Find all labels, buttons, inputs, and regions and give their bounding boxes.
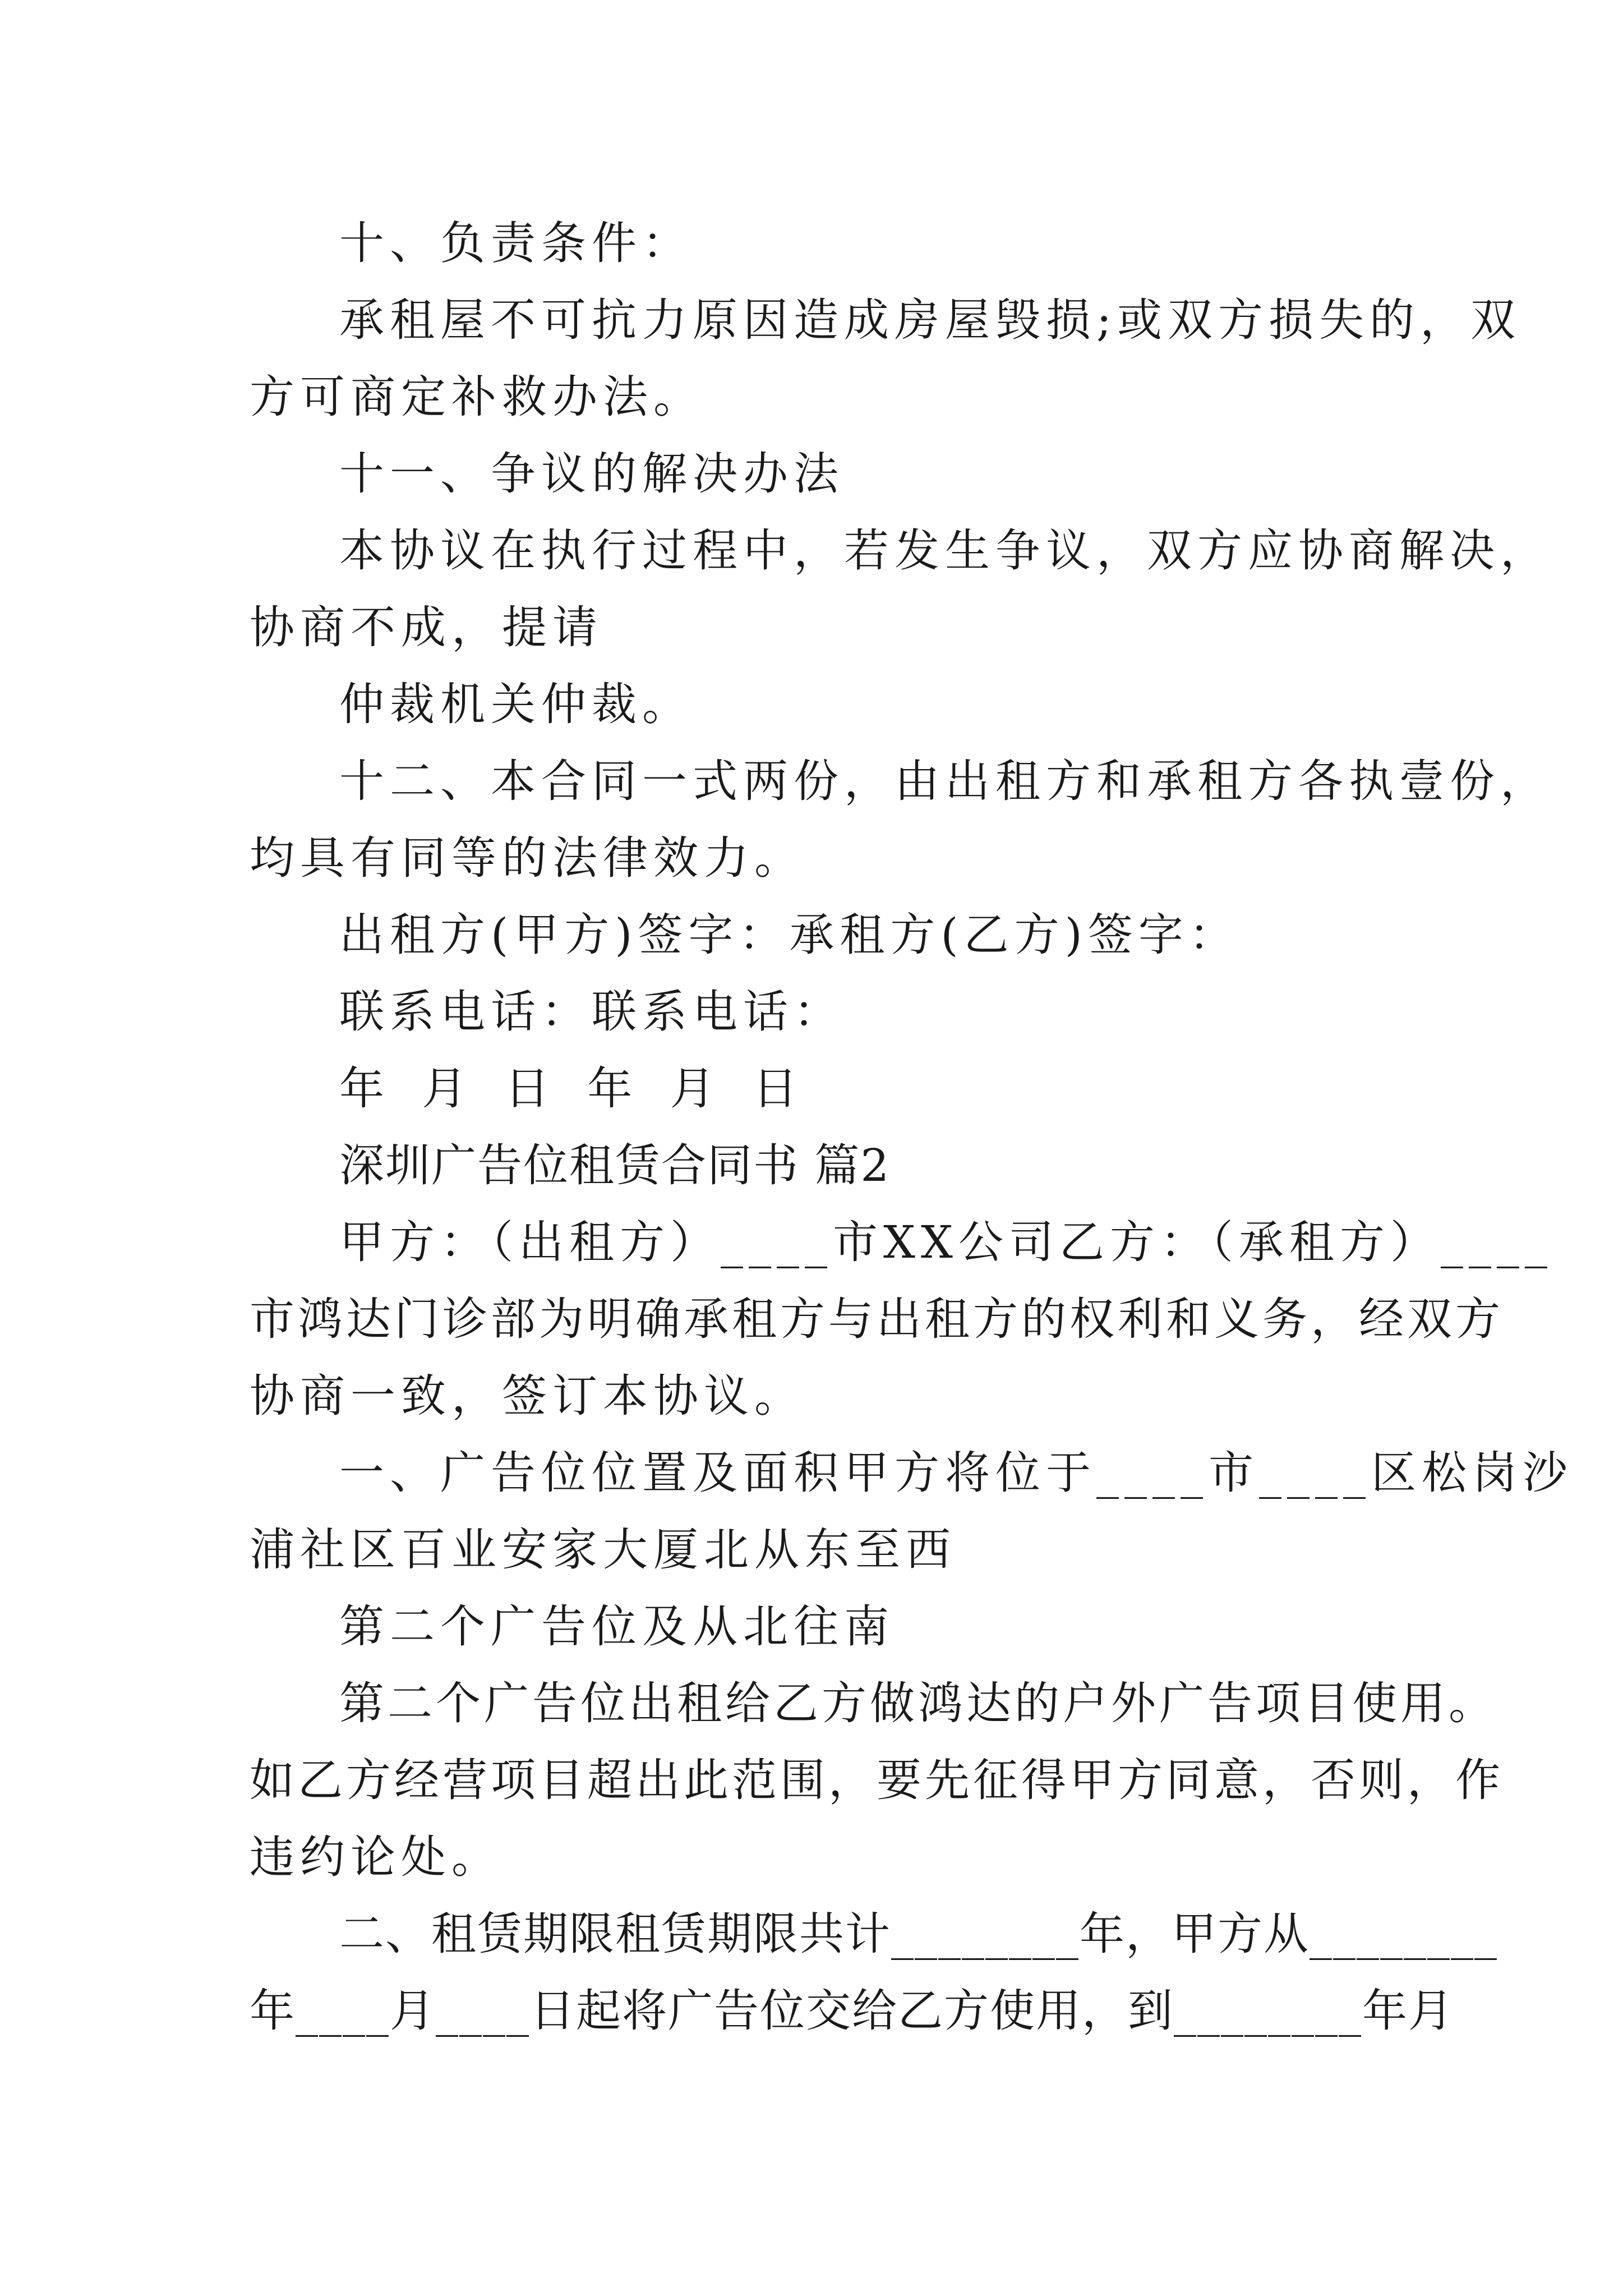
date-line: 年 月 日 年 月 日 <box>339 1062 804 1115</box>
paragraph-line: 第二个广告位及从北往南 <box>339 1600 895 1653</box>
paragraph-line: 市鸿达门诊部为明确承租方与出租方的权利和义务，经双方 <box>250 1293 1504 1345</box>
paragraph-line: 协商一致，签订本协议。 <box>250 1370 805 1422</box>
section-12-line: 十二、本合同一式两份，由出租方和承租方各执壹份， <box>339 755 1551 807</box>
paragraph-line: 年____月____日起将广告位交给乙方使用，到________年月 <box>250 1985 1454 2037</box>
signature-line: 出租方(甲方)签字：承租方(乙方)签字： <box>339 909 1239 961</box>
parties-line: 甲方：（出租方）____市XX公司乙方：（承租方）____ <box>339 1216 1553 1268</box>
paragraph-line: 均具有同等的法律效力。 <box>250 832 805 884</box>
paragraph-line: 如乙方经营项目超出此范围，要先征得甲方同意，否则，作 <box>250 1754 1504 1806</box>
section-10-heading: 十、负责条件： <box>339 217 693 269</box>
phone-line: 联系电话：联系电话： <box>339 986 844 1038</box>
section-11-heading: 十一、争议的解决办法 <box>339 448 844 500</box>
paragraph-line: 方可商定补救办法。 <box>250 371 704 423</box>
paragraph-line: 第二个广告位出租给乙方做鸿达的户外广告项目使用。 <box>339 1677 1497 1729</box>
paragraph-line: 浦社区百业安家大厦北从东至西 <box>250 1524 956 1576</box>
paragraph-line: 承租屋不可抗力原因造成房屋毁损;或双方损失的，双 <box>339 294 1521 346</box>
paragraph-line: 违约论处。 <box>250 1831 502 1883</box>
contract-title: 深圳广告位租赁合同书 篇2 <box>339 1139 891 1191</box>
clause-1-line: 一、广告位位置及面积甲方将位于____市____区松岗沙 <box>339 1447 1573 1499</box>
paragraph-line: 本协议在执行过程中，若发生争议，双方应协商解决， <box>339 524 1551 577</box>
paragraph-line: 协商不成，提请 <box>250 601 603 654</box>
clause-2-line: 二、租赁期限租赁期限共计________年，甲方从________ <box>339 1908 1498 1960</box>
paragraph-line: 仲裁机关仲裁。 <box>339 678 693 730</box>
